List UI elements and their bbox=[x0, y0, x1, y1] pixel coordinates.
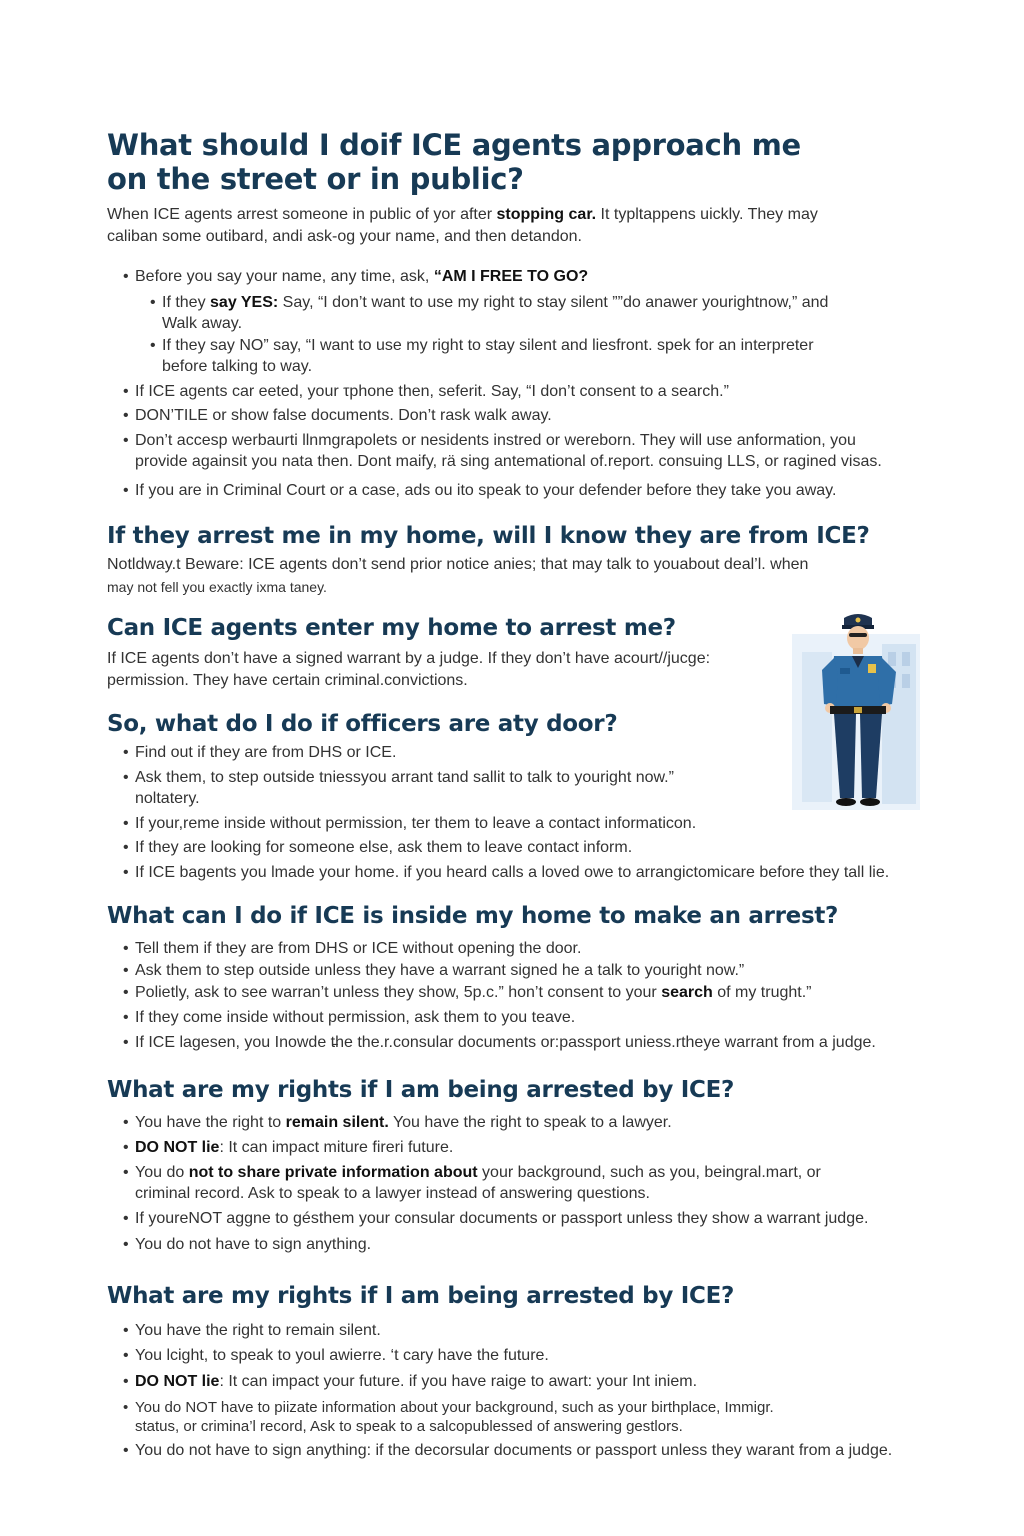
lead-text: It typltappens uickly. They may bbox=[596, 206, 818, 223]
chest-badge bbox=[868, 664, 876, 673]
pocket bbox=[840, 668, 850, 674]
cap-badge bbox=[856, 618, 861, 623]
lead-text: permission. They have certain criminal.convictions. bbox=[107, 672, 468, 689]
list-item bbox=[107, 1371, 937, 1392]
list-item: • Find out if they are from DHS or ICE. bbox=[107, 742, 937, 763]
item-text: You have the right to speak to a lawyer. bbox=[388, 1114, 672, 1131]
lead-text: If ICE agents don’t have a signed warrant by a judge. If they don’t have acourt//jucge: bbox=[107, 650, 711, 667]
section-title: Can ICE agents enter my home to arrest me? bbox=[107, 615, 676, 641]
item-text: : It can impact miture fireri future. bbox=[219, 1139, 454, 1156]
section-officers-at-door bbox=[107, 710, 937, 883]
list-item bbox=[107, 292, 927, 334]
item-text: If they say NO” say, “I want to use my right to stay silent and liesfront. spek for an interpreter bbox=[162, 337, 814, 354]
section-title: What are my rights if I am being arrested by ICE? bbox=[107, 1077, 735, 1103]
bullet-list bbox=[107, 938, 937, 1053]
section-enter-home bbox=[107, 614, 787, 692]
item-bold: say YES: bbox=[210, 294, 279, 311]
item-text: Don’t accesp werbaurti llnmgrapolets or nesidents instred or wereborn. They will use anformation, you bbox=[135, 432, 856, 449]
list-item bbox=[107, 1112, 937, 1133]
section-public-approach bbox=[107, 128, 927, 501]
item-text: You do bbox=[135, 1164, 189, 1181]
item-text: Polietly, ask to see warran’t unless they show, 5p.c.” hon’t consent to your bbox=[135, 984, 662, 1001]
list-item bbox=[107, 1162, 937, 1204]
list-item: • Tell them if they are from DHS or ICE without opening the door. bbox=[107, 938, 937, 959]
item-text: Say, “I don’t want to use my right to stay silent ””do anawer yourightnow,” and bbox=[278, 294, 829, 311]
list-item: • You do not have to sign anything. bbox=[107, 1234, 937, 1255]
item-text: status, or crimina’l record, Ask to speak to a salcopublessed of answering gestlors. bbox=[135, 1418, 683, 1435]
item-text: You do NOT have to piizate information about your background, such as your birthplace, Immigr. bbox=[135, 1399, 774, 1416]
item-text: Ask them, to step outside tniessyou arrant tand sallit to talk to youright now.” bbox=[135, 769, 674, 786]
title-line-1: What should I doif ICE agents approach me bbox=[107, 128, 801, 162]
list-item: • Ask them to step outside unless they have a warrant signed he a talk to youright now.” bbox=[107, 960, 937, 981]
item-text: of my trught.” bbox=[712, 984, 812, 1001]
section-title: So, what do I do if officers are aty door? bbox=[107, 711, 618, 737]
list-item: • DON’TILE or show false documents. Don’t rask walk away. bbox=[107, 405, 927, 426]
lead-text: may not fell you exactly ixma taney. bbox=[107, 579, 327, 595]
window bbox=[902, 652, 910, 666]
item-bold: remain silent. bbox=[285, 1114, 389, 1131]
item-text: : It can impact your future. if you have raige to awart: your Int iniem. bbox=[219, 1373, 698, 1390]
item-text: If they bbox=[162, 294, 211, 311]
list-item: • If youreNOT aggne to gésthem your consular documents or passport unless they show a warrant judge. bbox=[107, 1208, 937, 1229]
section-lead bbox=[107, 648, 787, 692]
list-item: • If they come inside without permission, ask them to you teave. bbox=[107, 1007, 937, 1028]
item-text: Before you say your name, any time, ask, bbox=[135, 268, 434, 285]
section-lead bbox=[107, 204, 927, 248]
section-rights-arrested-2 bbox=[107, 1282, 937, 1461]
list-item bbox=[107, 767, 937, 809]
list-item: • If your,reme inside without permission, ter them to leave a contact informaticon. bbox=[107, 813, 937, 834]
list-item bbox=[107, 1137, 937, 1158]
officer-face bbox=[847, 626, 869, 650]
item-text: before talking to way. bbox=[162, 358, 313, 375]
section-ice-inside-home bbox=[107, 902, 937, 1053]
list-item: • If ICE agents car eeted, your τphone then, seferit. Say, “I don’t consent to a search.” bbox=[107, 381, 927, 402]
lead-bold: stopping car. bbox=[496, 206, 597, 223]
list-item bbox=[107, 335, 927, 377]
list-item: • You do not have to sign anything: if the decorsular documents or passport unless they warant from a judge. bbox=[107, 1440, 937, 1461]
item-bold: “AM I FREE TO GO? bbox=[433, 268, 589, 285]
list-item: • If ICE bagents you lmade your home. if you heard calls a loved owe to arrangictomicare before they tall lie. bbox=[107, 862, 937, 883]
bullet-list bbox=[107, 266, 927, 501]
list-item bbox=[107, 1398, 937, 1436]
section-title: If they arrest me in my home, will I know they are from ICE? bbox=[107, 523, 870, 549]
lead-text: Notldway.t Beware: ICE agents don’t send prior notice anies; that may talk to youabout deal’l. when bbox=[107, 556, 809, 573]
item-text: your background, such as you, beingral.mart, or bbox=[477, 1164, 821, 1181]
list-item bbox=[107, 982, 937, 1003]
lead-text: When ICE agents arrest someone in public of yor after bbox=[107, 206, 497, 223]
window bbox=[888, 652, 896, 666]
item-text: noltatery. bbox=[135, 790, 200, 807]
item-bold: search bbox=[661, 984, 713, 1001]
sunglasses bbox=[849, 633, 867, 637]
section-rights-arrested-1 bbox=[107, 1076, 937, 1255]
list-item: • If they are looking for someone else, ask them to leave contact inform. bbox=[107, 837, 937, 858]
item-text: Walk away. bbox=[162, 315, 243, 332]
section-title: What can I do if ICE is inside my home to make an arrest? bbox=[107, 903, 839, 929]
lead-text: caliban some outibard, andi ask-og your name, and then detandon. bbox=[107, 228, 582, 245]
section-home-arrest-notice bbox=[107, 522, 927, 599]
item-text: provide againsit you nata then. Dont maify, rä sing antemational of.report. consuing LLS, or ragined visas. bbox=[135, 453, 882, 470]
title-line-2: on the street or in public? bbox=[107, 162, 524, 196]
item-bold: not to share private information about bbox=[188, 1164, 478, 1181]
list-item bbox=[107, 266, 927, 287]
item-bold: DO NOT lie bbox=[135, 1373, 220, 1390]
bullet-list bbox=[107, 742, 937, 883]
item-text: criminal record. Ask to speak to a lawyer instead of answering questions. bbox=[135, 1185, 650, 1202]
section-title bbox=[107, 128, 927, 196]
list-item: • You lcight, to speak to youl awierre. ‘t cary have the future. bbox=[107, 1345, 937, 1366]
section-title: What are my rights if I am being arrested by ICE? bbox=[107, 1283, 735, 1309]
list-item bbox=[107, 430, 927, 472]
list-item: • If ICE lagesen, you Inowde t̵he the.r.consular documents or:passport uniess.rtheye warrant from a judge. bbox=[107, 1032, 937, 1053]
list-item: • If you are in Criminal Court or a case, ads ou ito speak to your defender before they take you away. bbox=[107, 480, 927, 501]
list-item: • You have the right to remain silent. bbox=[107, 1320, 937, 1341]
bullet-list bbox=[107, 1112, 937, 1255]
neck bbox=[853, 648, 863, 654]
section-lead bbox=[107, 554, 927, 599]
bullet-list bbox=[107, 1320, 937, 1461]
item-bold: DO NOT lie bbox=[135, 1139, 220, 1156]
item-text: You have the right to bbox=[135, 1114, 286, 1131]
window bbox=[902, 674, 910, 688]
